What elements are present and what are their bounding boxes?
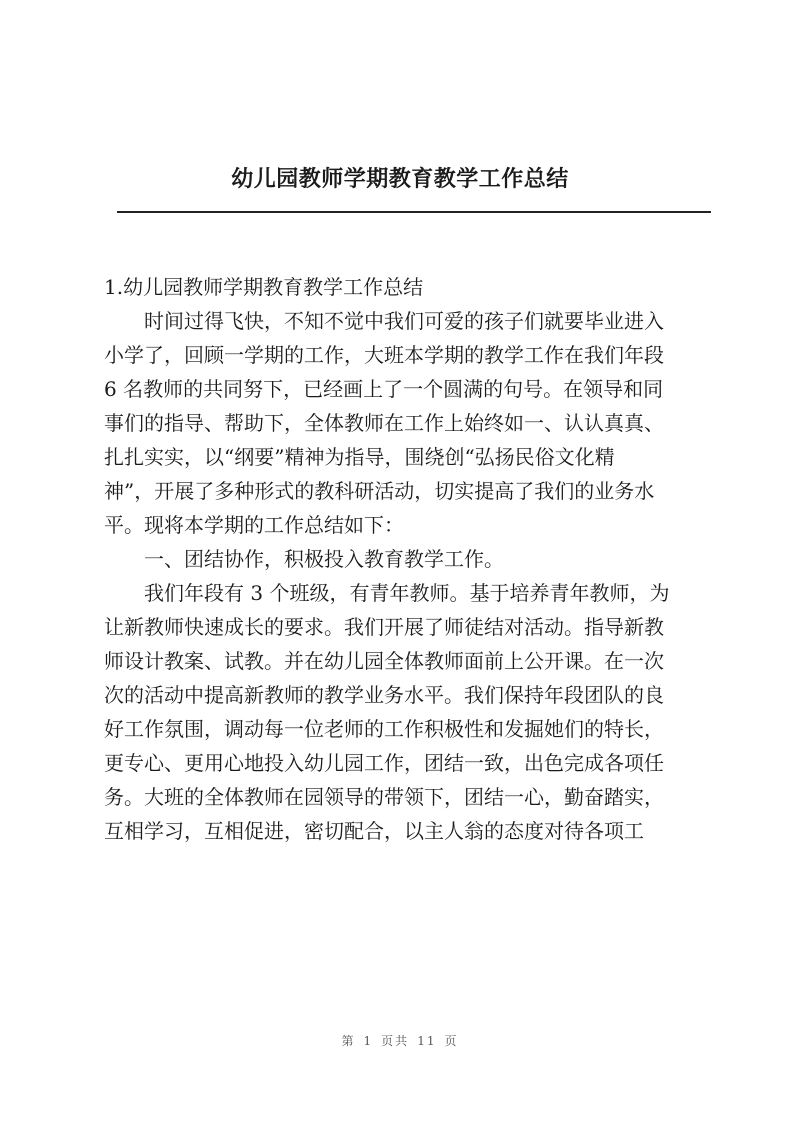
subheading-teamwork: 一、团结协作，积极投入教育教学工作。 <box>104 547 504 571</box>
document-title: 幼儿园教师学期教育教学工作总结 <box>231 166 569 192</box>
paragraph-1 <box>104 304 714 542</box>
document-body <box>104 270 714 848</box>
page-footer <box>0 1032 800 1049</box>
paragraph-line: 神”，开展了多种形式的教科研活动，切实提高了我们的业务水 <box>104 479 655 503</box>
paragraph-line: 务。大班的全体教师在园领导的带领下，团结一心，勤奋踏实， <box>104 785 664 809</box>
paragraph-line: 互相学习，互相促进，密切配合，以主人翁的态度对待各项工 <box>104 819 644 843</box>
title-underline <box>117 211 711 213</box>
paragraph-line: 6 名教师的共同努下，已经画上了一个圆满的句号。在领导和同 <box>104 377 664 401</box>
paragraph-line: 小学了，回顾一学期的工作，大班本学期的教学工作在我们年段 <box>104 343 664 367</box>
footer-middle: 页共 <box>381 1034 410 1048</box>
footer-prefix: 第 <box>341 1034 356 1048</box>
section-heading: 1.幼儿园教师学期教育教学工作总结 <box>104 275 424 299</box>
footer-total-pages: 11 <box>417 1034 437 1048</box>
paragraph-line: 事们的指导、帮助下，全体教师在工作上始终如一、认认真真、 <box>104 411 664 435</box>
paragraph-line: 平。现将本学期的工作总结如下： <box>104 513 404 537</box>
paragraph-line: 让新教师快速成长的要求。我们开展了师徒结对活动。指导新教 <box>104 615 664 639</box>
paragraph-line: 我们年段有 3 个班级，有青年教师。基于培养青年教师，为 <box>104 581 670 605</box>
paragraph-line: 扎扎实实，以“纲要”精神为指导，围绕创“弘扬民俗文化精 <box>104 445 615 469</box>
footer-suffix: 页 <box>444 1034 459 1048</box>
paragraph-line: 好工作氛围，调动每一位老师的工作积极性和发掘她们的特长， <box>104 717 664 741</box>
footer-page-number: 1 <box>363 1034 374 1048</box>
paragraph-2 <box>104 576 714 848</box>
paragraph-line: 师设计教案、试教。并在幼儿园全体教师面前上公开课。在一次 <box>104 649 664 673</box>
paragraph-line: 更专心、更用心地投入幼儿园工作，团结一致，出色完成各项任 <box>104 751 664 775</box>
paragraph-line: 时间过得飞快，不知不觉中我们可爱的孩子们就要毕业进入 <box>104 309 664 333</box>
paragraph-line: 次的活动中提高新教师的教学业务水平。我们保持年段团队的良 <box>104 683 664 707</box>
